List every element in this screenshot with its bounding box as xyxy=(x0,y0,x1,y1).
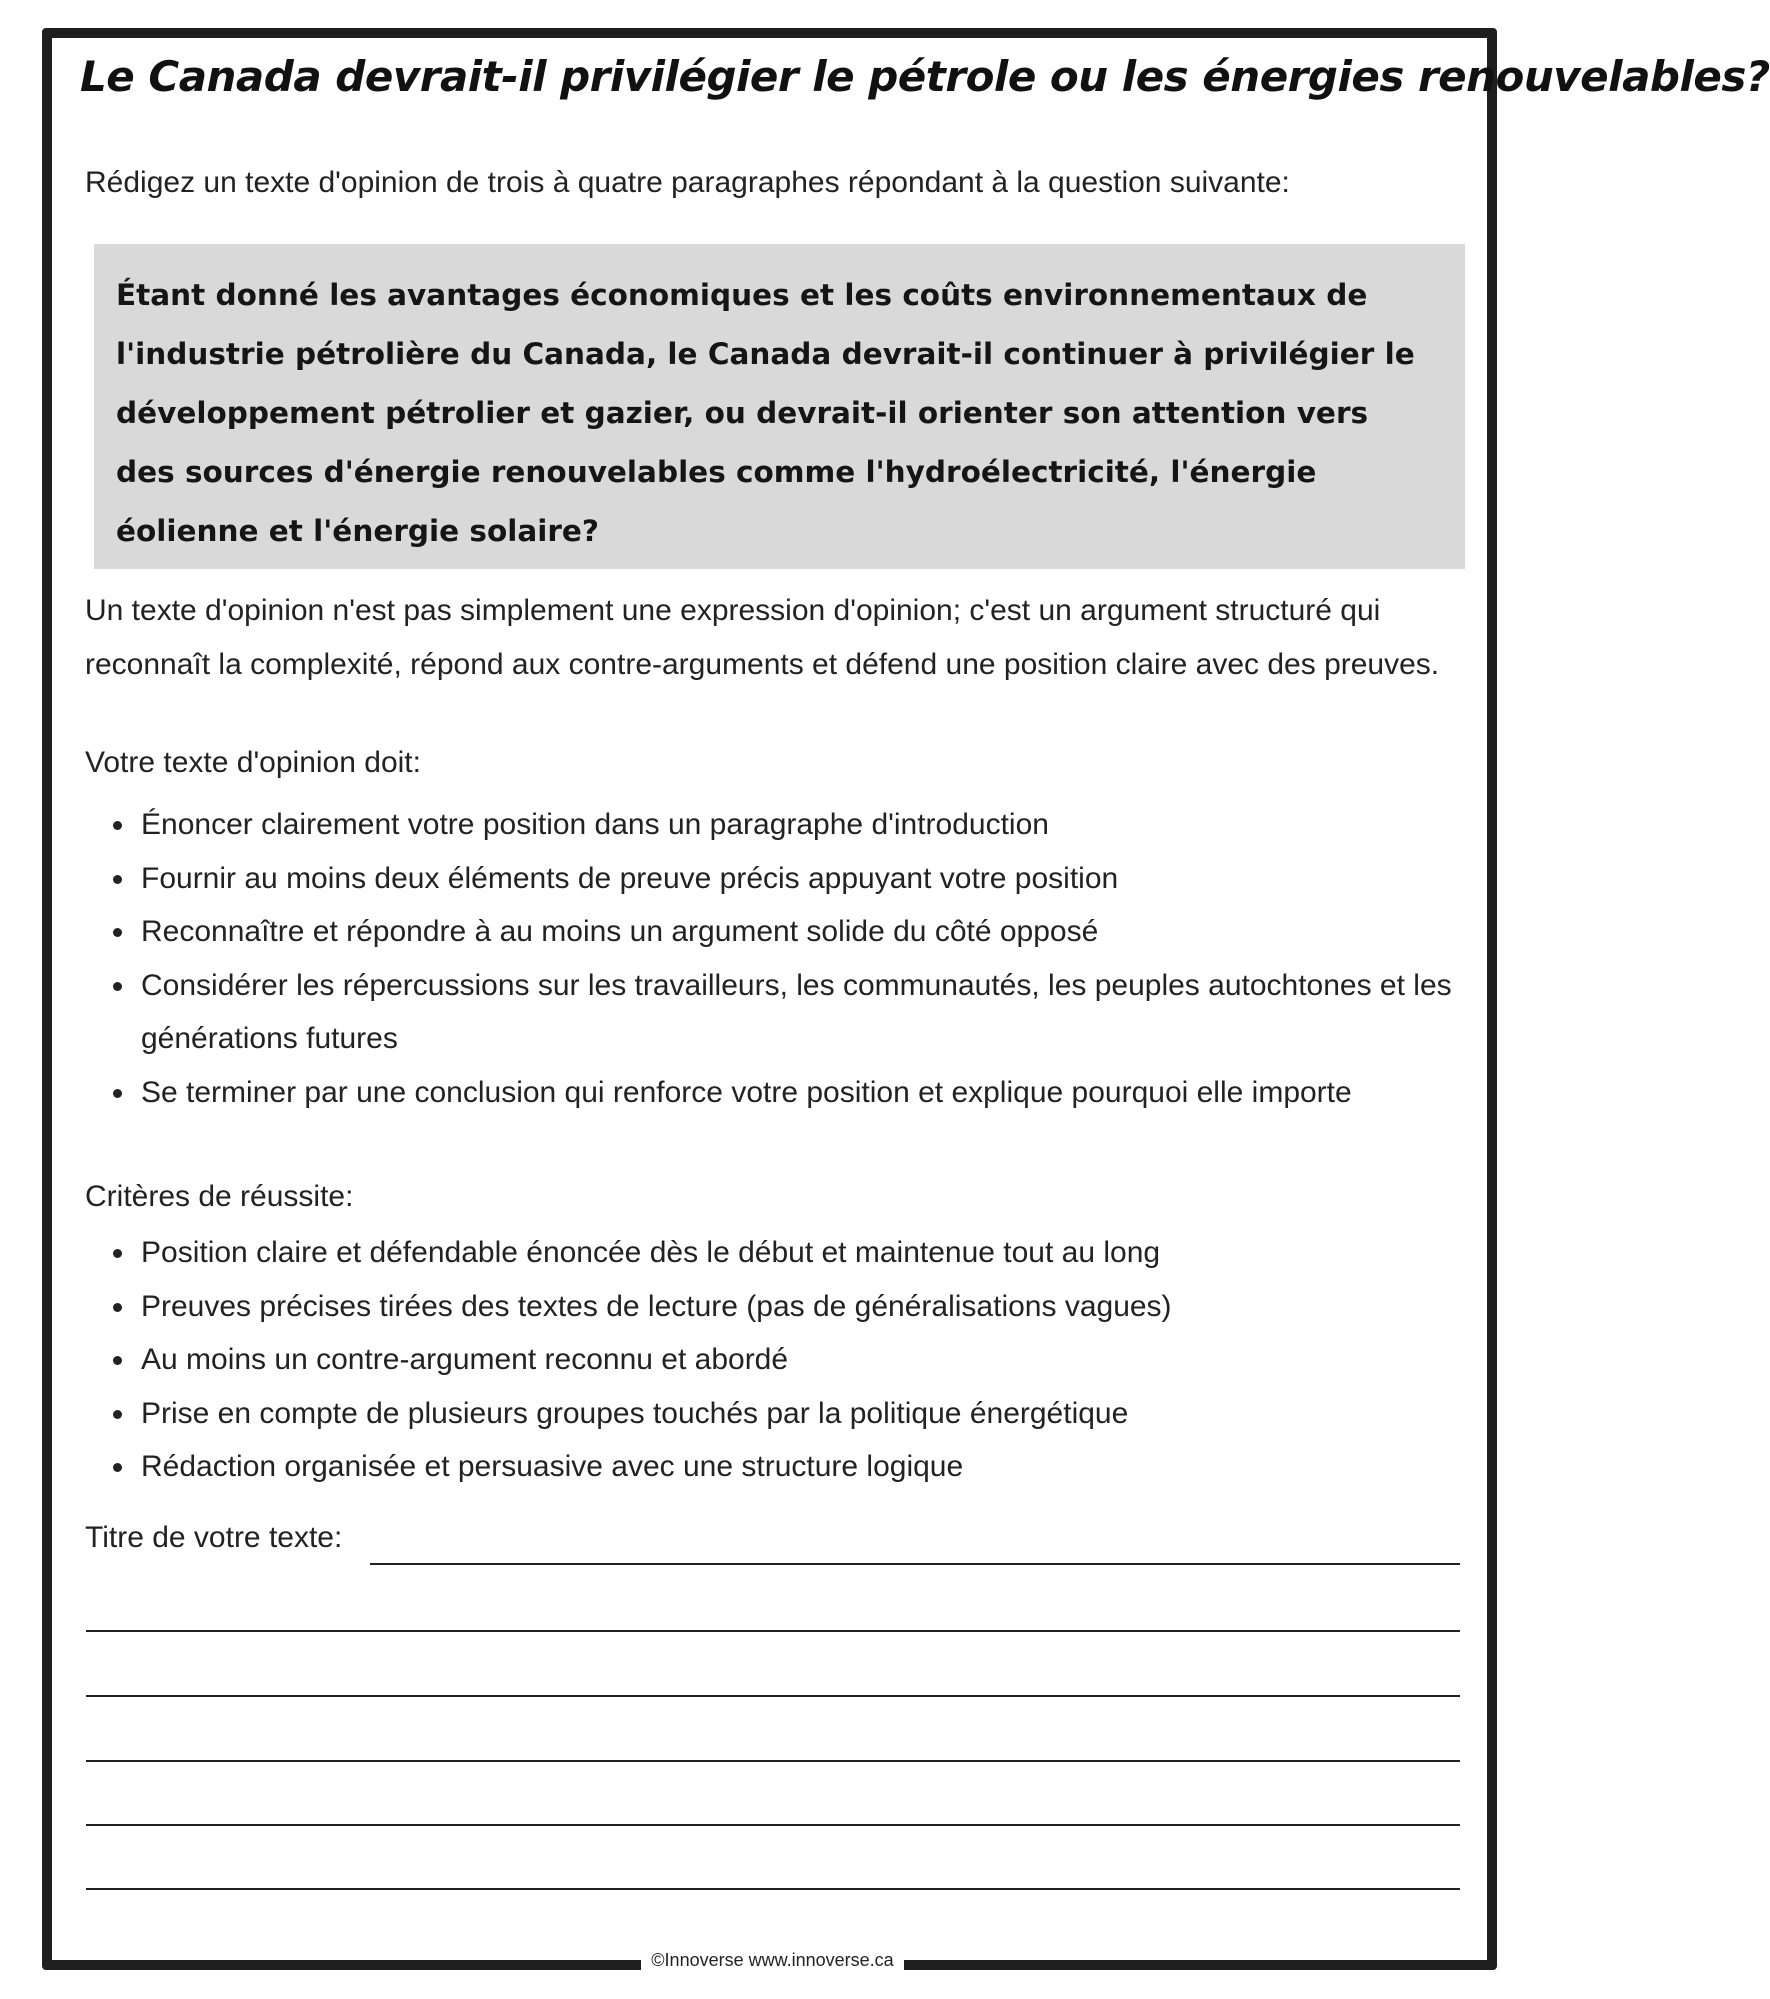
title-write-line[interactable] xyxy=(370,1563,1460,1565)
title-field-label: Titre de votre texte: xyxy=(85,1521,343,1554)
copyright-text: ©Innoverse www.innoverse.ca xyxy=(641,1950,903,1971)
writing-line[interactable] xyxy=(86,1695,1460,1697)
writing-line[interactable] xyxy=(86,1760,1460,1762)
instructions-intro: Rédigez un texte d'opinion de trois à quatre paragraphes répondant à la question suivante: xyxy=(85,166,1290,199)
writing-line[interactable] xyxy=(86,1630,1460,1632)
criteria-item: Prise en compte de plusieurs groupes touchés par la politique énergétique xyxy=(85,1387,1470,1441)
writing-line[interactable] xyxy=(86,1888,1460,1890)
question-text: Étant donné les avantages économiques et les coûts environnementaux de l'industrie pétrolière du Canada, le Canada devrait-il continuer à privilégier le développement pétrolier et gazier, ou devrait-il orienter son attention vers des sources d'énergie renouvelables comme l'hydroélectricité, l'énergie éolienne et l'énergie solaire? xyxy=(116,278,1415,548)
requirement-item: Considérer les répercussions sur les travailleurs, les communautés, les peuples autochtones et les générations futures xyxy=(85,959,1470,1066)
page-title: Le Canada devrait-il privilégier le pétrole ou les énergies renouvelables? xyxy=(80,52,1770,101)
criteria-item: Au moins un contre-argument reconnu et abordé xyxy=(85,1333,1470,1387)
criteria-item: Position claire et défendable énoncée dès le début et maintenue tout au long xyxy=(85,1226,1470,1280)
requirement-item: Énoncer clairement votre position dans un paragraphe d'introduction xyxy=(85,798,1470,852)
title-field[interactable] xyxy=(85,1521,1460,1567)
requirement-item: Se terminer par une conclusion qui renforce votre position et explique pourquoi elle importe xyxy=(85,1066,1470,1120)
criteria-item: Preuves précises tirées des textes de lecture (pas de généralisations vagues) xyxy=(85,1280,1470,1334)
question-box xyxy=(94,244,1465,569)
footer xyxy=(0,1950,1545,1971)
requirement-item: Reconnaître et répondre à au moins un argument solide du côté opposé xyxy=(85,905,1470,959)
writing-line[interactable] xyxy=(86,1824,1460,1826)
criteria-list xyxy=(85,1226,1470,1494)
criteria-heading: Critères de réussite: xyxy=(85,1180,354,1213)
criteria-item: Rédaction organisée et persuasive avec une structure logique xyxy=(85,1440,1470,1494)
requirements-list xyxy=(85,798,1470,1119)
requirements-heading: Votre texte d'opinion doit: xyxy=(85,746,421,779)
requirement-item: Fournir au moins deux éléments de preuve précis appuyant votre position xyxy=(85,852,1470,906)
explanation-paragraph: Un texte d'opinion n'est pas simplement une expression d'opinion; c'est un argument structuré qui reconnaît la complexité, répond aux contre-arguments et défend une position claire avec des preuves. xyxy=(85,594,1440,681)
